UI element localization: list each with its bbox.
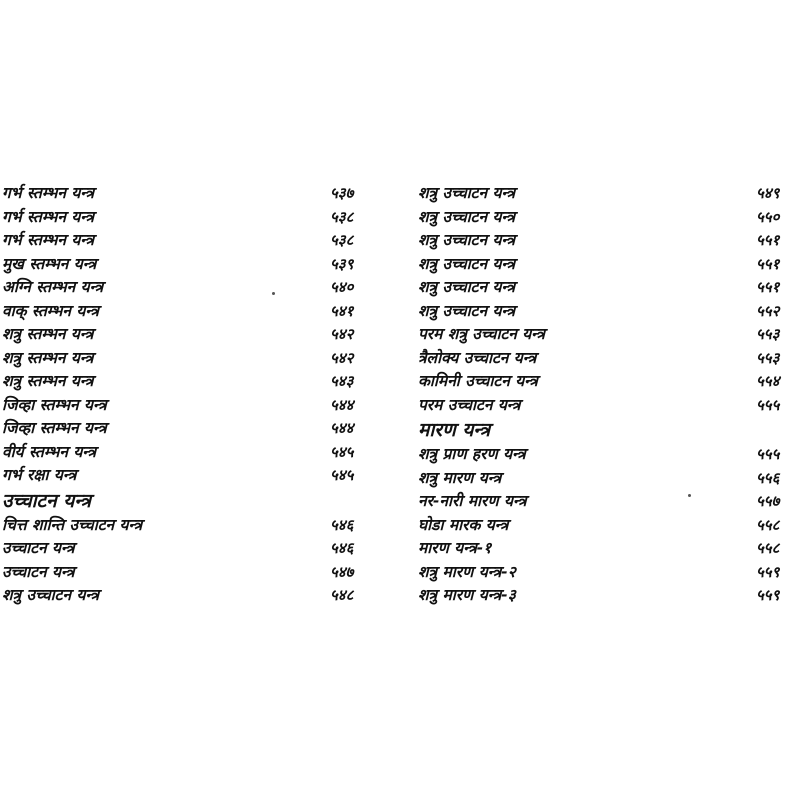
entry-title: शत्रु उच्चाटन यन्त्र bbox=[418, 231, 516, 249]
page-number: ५५४ bbox=[756, 372, 780, 390]
index-entry-row bbox=[418, 537, 798, 561]
index-entry-row bbox=[418, 490, 798, 514]
index-entry-row bbox=[2, 514, 374, 538]
index-entry-row bbox=[418, 182, 798, 206]
index-entry-row bbox=[418, 347, 798, 371]
page-number: ५४४ bbox=[330, 419, 354, 437]
index-entry-row bbox=[418, 561, 798, 585]
entry-title: अग्नि स्तम्भन यन्त्र bbox=[2, 278, 104, 296]
page-number: ५४६ bbox=[330, 515, 354, 534]
page-number: ५५१ bbox=[756, 231, 780, 249]
page-number: ५३८ bbox=[330, 231, 354, 249]
index-entry-row bbox=[418, 253, 798, 277]
entry-title: शत्रु उच्चाटन यन्त्र bbox=[418, 254, 516, 273]
scan-speck bbox=[688, 494, 691, 497]
index-entry-row bbox=[2, 206, 374, 230]
page-number: ५५३ bbox=[756, 348, 780, 367]
index-entry-row bbox=[2, 537, 374, 561]
page-number: ५५७ bbox=[756, 492, 780, 510]
index-entry-row bbox=[2, 464, 374, 488]
entry-title: शत्रु प्राण हरण यन्त्र bbox=[418, 445, 526, 463]
entry-title: चित्त शान्ति उच्चाटन यन्त्र bbox=[2, 515, 143, 534]
entry-title: उच्चाटन यन्त्र bbox=[2, 562, 75, 581]
page-number: ५५६ bbox=[756, 468, 780, 487]
page-number: ५४२ bbox=[330, 325, 354, 343]
section-heading-row bbox=[418, 417, 798, 443]
page-number: ५४८ bbox=[330, 586, 354, 604]
entry-title: शत्रु स्तम्भन यन्त्र bbox=[2, 372, 94, 390]
index-entry-row bbox=[418, 467, 798, 491]
entry-title: परम शत्रु उच्चाटन यन्त्र bbox=[418, 325, 545, 343]
page-number: ५४६ bbox=[330, 539, 354, 557]
page-number: ५५१ bbox=[756, 278, 780, 296]
entry-title: वीर्य स्तम्भन यन्त्र bbox=[2, 442, 97, 461]
page-number: ५३९ bbox=[330, 254, 354, 273]
index-entry-row bbox=[418, 370, 798, 394]
index-entry-row bbox=[2, 347, 374, 371]
page-number: ५४७ bbox=[330, 562, 354, 581]
entry-title: गर्भ स्तम्भन यन्त्र bbox=[2, 184, 95, 202]
page-number: ५५९ bbox=[756, 562, 780, 581]
entry-title: नर-नारी मारण यन्त्र bbox=[418, 492, 527, 510]
page-number: ५४९ bbox=[756, 184, 780, 202]
entry-title: शत्रु उच्चाटन यन्त्र bbox=[418, 184, 516, 202]
section-heading-row bbox=[2, 488, 374, 514]
page-number: ५५३ bbox=[756, 325, 780, 343]
index-entry-row bbox=[418, 229, 798, 253]
index-entry-row bbox=[2, 370, 374, 394]
entry-title: शत्रु उच्चाटन यन्त्र bbox=[2, 586, 100, 604]
index-entry-row bbox=[2, 300, 374, 324]
page-number: ५५५ bbox=[756, 395, 780, 414]
index-entry-row bbox=[418, 276, 798, 300]
page-number: ५३८ bbox=[330, 207, 354, 226]
entry-title: शत्रु उच्चाटन यन्त्र bbox=[418, 278, 516, 296]
page-number: ५४५ bbox=[330, 442, 354, 461]
page-number: ५४४ bbox=[330, 395, 354, 414]
page-number: ५५८ bbox=[756, 539, 780, 557]
index-entry-row bbox=[418, 443, 798, 467]
index-entry-row bbox=[2, 253, 374, 277]
entry-title: शत्रु उच्चाटन यन्त्र bbox=[418, 301, 516, 320]
page-number: ५४१ bbox=[330, 301, 354, 320]
index-entry-row bbox=[418, 394, 798, 418]
index-entry-row bbox=[418, 514, 798, 538]
entry-title: शत्रु मारण यन्त्र-३ bbox=[418, 586, 516, 604]
scan-speck bbox=[272, 292, 275, 295]
index-entry-row bbox=[2, 441, 374, 465]
entry-title: गर्भ रक्षा यन्त्र bbox=[2, 466, 77, 484]
page-number: ५५८ bbox=[756, 515, 780, 534]
page-number: ५३७ bbox=[330, 184, 354, 202]
index-column-left bbox=[2, 182, 374, 608]
entry-title: त्रैलोक्य उच्चाटन यन्त्र bbox=[418, 348, 537, 367]
page-number: ५४० bbox=[330, 278, 354, 296]
index-entry-row bbox=[2, 182, 374, 206]
entry-title: गर्भ स्तम्भन यन्त्र bbox=[2, 231, 95, 249]
index-entry-row bbox=[2, 584, 374, 608]
page-number: ५५९ bbox=[756, 586, 780, 604]
page-number: ५४३ bbox=[330, 372, 354, 390]
entry-title: जिव्हा स्तम्भन यन्त्र bbox=[2, 395, 107, 414]
index-entry-row bbox=[2, 417, 374, 441]
entry-title: वाक् स्तम्भन यन्त्र bbox=[2, 301, 99, 320]
index-column-right bbox=[418, 182, 798, 608]
page-number: ५५० bbox=[756, 207, 780, 226]
index-entry-row bbox=[418, 584, 798, 608]
page-number: ५५५ bbox=[756, 445, 780, 463]
entry-title: मारण यन्त्र-१ bbox=[418, 539, 492, 557]
entry-title: शत्रु मारण यन्त्र-२ bbox=[418, 562, 516, 581]
index-entry-row bbox=[418, 323, 798, 347]
entry-title: मुख स्तम्भन यन्त्र bbox=[2, 254, 97, 273]
entry-title: शत्रु स्तम्भन यन्त्र bbox=[2, 325, 94, 343]
entry-title: शत्रु उच्चाटन यन्त्र bbox=[418, 207, 516, 226]
index-entry-row bbox=[2, 323, 374, 347]
index-entry-row bbox=[2, 561, 374, 585]
page-number: ५५२ bbox=[756, 301, 780, 320]
index-entry-row bbox=[418, 300, 798, 324]
page-number: ५५१ bbox=[756, 254, 780, 273]
entry-title: शत्रु स्तम्भन यन्त्र bbox=[2, 348, 94, 367]
index-entry-row bbox=[2, 229, 374, 253]
entry-title: घोडा मारक यन्त्र bbox=[418, 515, 509, 534]
entry-title: शत्रु मारण यन्त्र bbox=[418, 468, 502, 487]
entry-title: परम उच्चाटन यन्त्र bbox=[418, 395, 521, 414]
section-heading: मारण यन्त्र bbox=[418, 419, 491, 441]
page-number: ५४२ bbox=[330, 348, 354, 367]
section-heading: उच्चाटन यन्त्र bbox=[2, 489, 91, 512]
page-number: ५४५ bbox=[330, 466, 354, 484]
entry-title: उच्चाटन यन्त्र bbox=[2, 539, 75, 557]
entry-title: जिव्हा स्तम्भन यन्त्र bbox=[2, 419, 107, 437]
index-entry-row bbox=[418, 206, 798, 230]
entry-title: कामिनी उच्चाटन यन्त्र bbox=[418, 372, 538, 390]
entry-title: गर्भ स्तम्भन यन्त्र bbox=[2, 207, 95, 226]
index-entry-row bbox=[2, 276, 374, 300]
index-entry-row bbox=[2, 394, 374, 418]
